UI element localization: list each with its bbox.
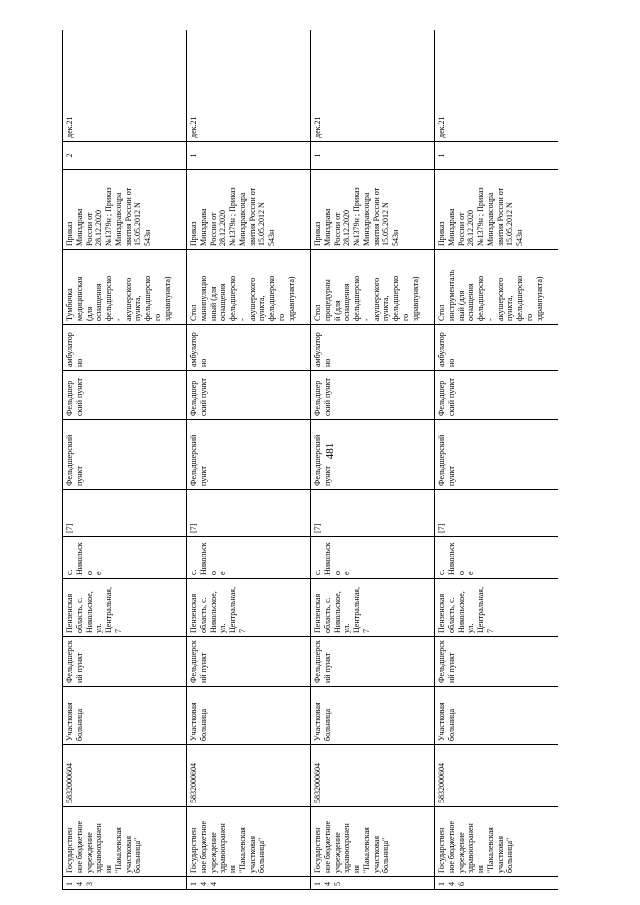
unit-cell: Фельдшерск ий пункт — [187, 637, 311, 687]
care-type-cell: амбулатор но — [187, 325, 311, 371]
reference-cell: [7] — [187, 490, 311, 537]
division-cell: Участковая больница — [435, 687, 559, 745]
quantity-cell: 2 — [63, 142, 187, 170]
code-cell: 5832000604 — [63, 745, 187, 807]
basis-cell: Приказ Минздрава России от 28.12.2020 №1379н ; Приказ Минздравсоцра звития России от 15.05.2012 N 543н — [311, 170, 435, 250]
equipment-cell: Стол процедурны й (для оснащения фельдшерско - акушерского пункта, фельдшерско го здравпункта) — [311, 250, 435, 325]
division-cell: Участковая больница — [63, 687, 187, 745]
row-number-cell: 14 6 — [435, 877, 559, 890]
quantity-cell: 1 — [311, 142, 435, 170]
quantity-cell: 1 — [187, 142, 311, 170]
locality-cell: с. Никольско е — [63, 537, 187, 579]
row-number-cell: 14 5 — [311, 877, 435, 890]
reference-cell: [7] — [435, 490, 559, 537]
care-type-cell: амбулатор но — [435, 325, 559, 371]
address-cell: Пензенская область, с. Никольское, ул. Центральная, 7 — [63, 579, 187, 637]
rotated-table-container — [62, 30, 558, 890]
organization-cell: Государствен ное бюджетное учреждение здравоохранен ия "Пакалевская участковая больница" — [187, 807, 311, 877]
equipment-table — [62, 30, 558, 890]
unit-cell: Фельдшерск ий пункт — [311, 637, 435, 687]
equipment-cell: Стол инструменталь ный (для оснащения фельдшерско - акушерского пункта, фельдшерско го здравпункта) — [435, 250, 559, 325]
table-row — [187, 30, 311, 890]
care-type-cell: амбулатор но — [311, 325, 435, 371]
address-cell: Пензенская область, с. Никольское, ул. Центральная, 7 — [435, 579, 559, 637]
table-row — [435, 30, 559, 890]
locality-cell: с. Никольско е — [187, 537, 311, 579]
basis-cell: Приказ Минздрава России от 28.12.2020 №1379н ; Приказ Минздравсоцра звития России от 15.05.2012 N 543н — [63, 170, 187, 250]
locality-cell: с. Никольско е — [435, 537, 559, 579]
basis-cell: Приказ Минздрава России от 28.12.2020 №1379н ; Приказ Минздравсоцра звития России от 15.05.2012 N 543н — [435, 170, 559, 250]
unit-cell: Фельдшерск ий пункт — [63, 637, 187, 687]
quantity-cell: 1 — [435, 142, 559, 170]
reference-cell: [7] — [311, 490, 435, 537]
equipment-cell: Стол манипуляцио нный (для оснащения фельдшерско - акушерского пункта, фельдшерско го здравпункта) — [187, 250, 311, 325]
unit-cell: Фельдшерск ий пункт — [435, 637, 559, 687]
division-cell: Участковая больница — [311, 687, 435, 745]
address-cell: Пензенская область, с. Никольское, ул. Центральная, 7 — [187, 579, 311, 637]
equipment-cell: Тумбочка медицинская (для оснащения фельдшерско - акушерского пункта, фельдшерско го здравпункта) — [63, 250, 187, 325]
division-cell: Участковая больница — [187, 687, 311, 745]
address-cell: Пензенская область, с. Никольское, ул. Центральная, 7 — [311, 579, 435, 637]
subunit2-cell: Фельдшер ский пункт — [187, 371, 311, 420]
table-frame — [62, 30, 558, 890]
row-number-cell: 14 3 — [63, 877, 187, 890]
date-cell: дек.21 — [63, 30, 187, 142]
basis-cell: Приказ Минздрава России от 28.12.2020 №1379н ; Приказ Минздравсоцра звития России от 15.05.2012 N 543н — [187, 170, 311, 250]
table-row — [311, 30, 435, 890]
date-cell: дек.21 — [435, 30, 559, 142]
subunit-cell: Фельдшерский пункт — [63, 420, 187, 490]
organization-cell: Государствен ное бюджетное учреждение здравоохранен ия "Пакалевская участковая больница" — [435, 807, 559, 877]
care-type-cell: амбулатор но — [63, 325, 187, 371]
organization-cell: Государствен ное бюджетное учреждение здравоохранен ия "Пакалевская участковая больница" — [63, 807, 187, 877]
subunit-cell: Фельдшерский пункт — [435, 420, 559, 490]
reference-cell: [7] — [63, 490, 187, 537]
table-row — [63, 30, 187, 890]
page-number: 481 — [324, 442, 336, 460]
subunit2-cell: Фельдшер ский пункт — [435, 371, 559, 420]
date-cell: дек.21 — [311, 30, 435, 142]
code-cell: 5832000604 — [187, 745, 311, 807]
subunit-cell: Фельдшерский пункт — [187, 420, 311, 490]
row-number-cell: 14 4 — [187, 877, 311, 890]
code-cell: 5832000604 — [435, 745, 559, 807]
organization-cell: Государствен ное бюджетное учреждение здравоохранен ия "Пакалевская участковая больница" — [311, 807, 435, 877]
subunit2-cell: Фельдшер ский пункт — [63, 371, 187, 420]
subunit-cell: Фельдшерский пункт — [311, 420, 435, 490]
locality-cell: с. Никольско е — [311, 537, 435, 579]
code-cell: 5832000604 — [311, 745, 435, 807]
subunit2-cell: Фельдшер ский пункт — [311, 371, 435, 420]
date-cell: дек.21 — [187, 30, 311, 142]
